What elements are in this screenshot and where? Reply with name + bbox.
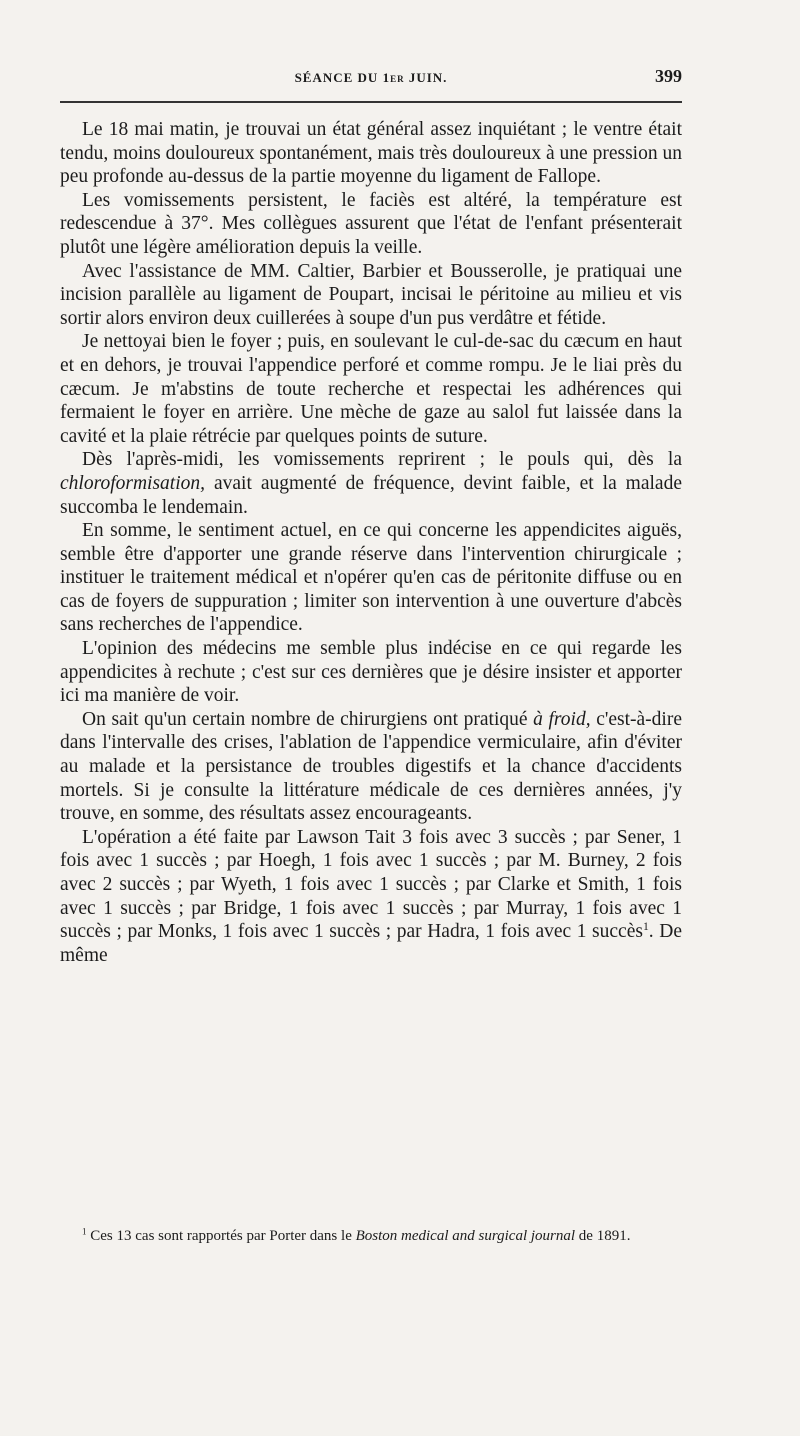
paragraph: En somme, le sentiment actuel, en ce qui concerne les appendicites aiguës, semble être d'apporter une grande réserve dans l'intervention chirurgicale ; instituer le traitement médical et n'opérer qu'en cas de péritonite diffuse ou en cas de foyers de suppuration ; limiter son intervention à une ouverture d'abcès sans recherches de l'appendice. xyxy=(60,520,682,636)
paragraph xyxy=(60,708,682,826)
paragraph: Les vomissements persistent, le faciès est altéré, la température est redescendue à 37°. Mes collègues assurent que l'état de l'enfant présenterait plutôt une légère amélioration depuis la veille. xyxy=(60,189,682,258)
page-number: 399 xyxy=(655,66,682,86)
body-text xyxy=(60,118,682,967)
footnote-text xyxy=(60,1226,682,1246)
text-run: L'opération a été faite par Lawson Tait 3 fois avec 3 succès ; par Sener, 1 fois avec 1 succès ; par Hoegh, 1 fois avec 1 succès ; par M. Burney, 2 fois avec 2 succès ; par Wyeth, 1 fois avec 1 succès ; par Clarke et Smith, 1 fois avec 1 succès ; par Bridge, 1 fois avec 1 succès ; par Murray, 1 fois avec 1 succès ; par Monks, 1 fois avec 1 succès ; par Hadra, 1 fois avec 1 succès xyxy=(60,826,682,943)
italic-term: chloroformisation, xyxy=(60,472,205,494)
paragraph: Avec l'assistance de MM. Caltier, Barbier et Bousserolle, je pratiquai une incision parallèle au ligament de Poupart, incisai le péritoine au milieu et vis sortir alors environ deux cuillerées à soupe d'un pus verdâtre et fétide. xyxy=(60,260,682,329)
paragraph xyxy=(60,448,682,519)
header-rule xyxy=(60,101,682,103)
footnote-reference[interactable]: 1 xyxy=(642,920,649,934)
text-run: Dès l'après-midi, les vomissements reprirent ; le pouls qui, dès la xyxy=(82,449,682,471)
text-run: On sait qu'un certain nombre de chirurgiens ont pratiqué xyxy=(82,708,534,730)
text-run: c'est-à-dire dans l'intervalle des crises, l'ablation de l'appendice vermiculaire, afin d'éviter au malade et la persistance de troubles digestifs et la chance d'accidents mortels. Si je consulte la littérature médicale de ces dernières années, j'y trouve, en somme, des résultats assez encourageants. xyxy=(60,708,682,825)
running-head: SÉANCE DU 1er JUIN. xyxy=(294,70,448,85)
text-run: . De même xyxy=(60,921,682,966)
paragraph: L'opinion des médecins me semble plus indécise en ce qui regarde les appendicites à rechute ; c'est sur ces dernières que je désire insister et apporter ici ma manière de voir. xyxy=(60,638,682,707)
paragraph xyxy=(60,826,682,968)
page-header xyxy=(60,64,682,92)
footnote xyxy=(60,1226,682,1246)
italic-term: à froid, xyxy=(533,708,591,730)
text-run: Ces 13 cas sont rapportés par Porter dans le xyxy=(86,1228,356,1244)
paragraph: Le 18 mai matin, je trouvai un état général assez inquiétant ; le ventre était tendu, moins douloureux spontanément, mais très douloureux à une pression un peu profonde au-dessus de la partie moyenne du ligament de Fallope. xyxy=(60,119,682,188)
text-run: avait augmenté de fréquence, devint faible, et la malade succomba le lendemain. xyxy=(60,472,682,518)
text-run: de 1891. xyxy=(575,1228,631,1244)
journal-title: Boston medical and surgical journal xyxy=(355,1228,576,1244)
paragraph: Je nettoyai bien le foyer ; puis, en soulevant le cul-de-sac du cæcum en haut et en dehors, je trouvai l'appendice perforé et comme rompu. Je le liai près du cæcum. Je m'abstins de toute recherche et respectai les adhérences qui fermaient le foyer en arrière. Une mèche de gaze au salol fut laissée dans la cavité et la plaie rétrécie par quelques points de suture. xyxy=(60,331,682,447)
footnote-marker: 1 xyxy=(82,1226,87,1237)
